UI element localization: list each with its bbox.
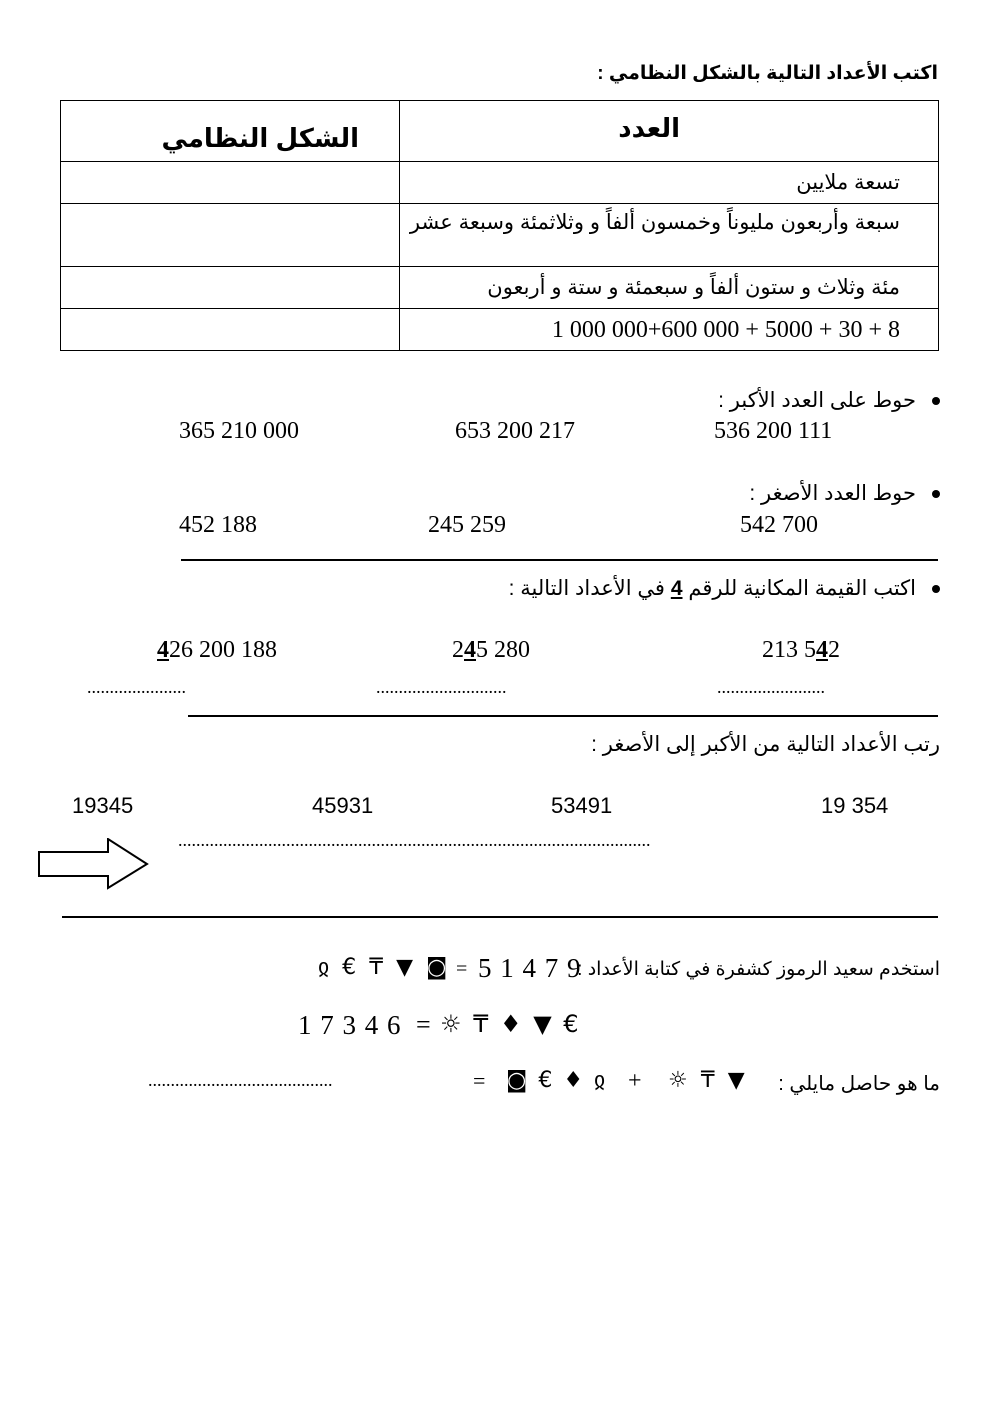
table-row: [61, 309, 939, 351]
table-header-row: [61, 101, 939, 162]
expanded-form: 1 000 000+600 000 + 5000 + 30 + 8: [551, 317, 900, 343]
order-number: 45931: [312, 793, 374, 818]
order-number: 19345: [72, 793, 134, 818]
code1-symbols: ◙ ▼ ₸ € ჲ: [318, 955, 448, 980]
task5-instruction: رتب الأعداد التالية من الأكبر إلى الأصغر :: [591, 733, 940, 756]
answer-line[interactable]: .........................................................................................................: [178, 830, 651, 850]
header-system-cell: [61, 101, 400, 162]
answer-cell[interactable]: [61, 267, 400, 309]
answer-cell[interactable]: [61, 204, 400, 267]
equals-sign: =: [473, 1068, 486, 1093]
number-words: سبعة وأربعون مليوناً وخمسون ألفاً و وثلاثمئة وسبعة عشر: [409, 211, 900, 234]
number-words: مئة وثلاث و ستون ألفاً و سبعمئة و ستة و أربعون: [487, 276, 900, 299]
table-row: [61, 162, 939, 204]
bullet-icon: [932, 585, 940, 593]
standard-form-table: [60, 100, 939, 351]
answer-line[interactable]: .........................................: [148, 1070, 333, 1090]
answer-cell[interactable]: [61, 162, 400, 204]
number-option[interactable]: 365 210 000: [179, 418, 299, 444]
divider: [62, 916, 938, 918]
header-number: العدد: [618, 113, 680, 143]
task2-instruction: حوط على العدد الأكبر :: [718, 388, 940, 413]
number-option[interactable]: 542 700: [740, 512, 818, 538]
code2-digits: 1 7 3 4 6: [298, 1010, 402, 1040]
number-option[interactable]: 536 200 111: [714, 418, 833, 444]
header-number-cell: [400, 101, 939, 162]
task1-instruction: اكتب الأعداد التالية بالشكل النظامي :: [597, 63, 938, 84]
target-digit: 4: [670, 577, 683, 600]
place-value-number: 213 542: [762, 637, 840, 663]
header-system-form: الشكل النظامي: [161, 123, 359, 153]
place-value-number: 245 280: [452, 637, 530, 663]
bullet-icon: [932, 397, 940, 405]
order-number: 53491: [551, 793, 613, 818]
table-row: [61, 267, 939, 309]
code2-symbols: € ▼ ♦ ₸ ☼: [440, 1010, 579, 1038]
number-words: تسعة ملايين: [796, 171, 900, 194]
divider: [188, 715, 938, 717]
equals-sign: =: [456, 958, 468, 980]
answer-line[interactable]: ......................: [87, 677, 186, 697]
task6-instruction: استخدم سعيد الرموز كشفرة في كتابة الأعداد :: [577, 959, 940, 980]
bullet-icon: [932, 490, 940, 498]
answer-line[interactable]: .............................: [376, 677, 507, 697]
task4-instruction: اكتب القيمة المكانية للرقم 4 في الأعداد التالية :: [509, 576, 940, 601]
plus-sign: +: [628, 1068, 642, 1094]
table-row: [61, 204, 939, 267]
order-number: 19 354: [821, 793, 889, 818]
equals-sign: =: [416, 1010, 431, 1039]
task6-question: ما هو حاصل مايلي :: [778, 1073, 940, 1095]
arrow-right-icon: [38, 838, 150, 890]
answer-cell[interactable]: [61, 309, 400, 351]
answer-line[interactable]: ........................: [717, 677, 825, 697]
expression-part2: ჲ ♦ € ◙: [506, 1068, 606, 1093]
code1-digits: 5 1 4 7 9: [478, 953, 582, 983]
place-value-number: 426 200 188: [157, 637, 277, 663]
number-option[interactable]: 245 259: [428, 512, 506, 538]
number-option[interactable]: 653 200 217: [455, 418, 575, 444]
number-option[interactable]: 452 188: [179, 512, 257, 538]
expression-part1: ▼ ₸ ☼: [668, 1068, 745, 1093]
divider: [181, 559, 938, 561]
task3-instruction: حوط العدد الأصغر :: [749, 481, 940, 506]
